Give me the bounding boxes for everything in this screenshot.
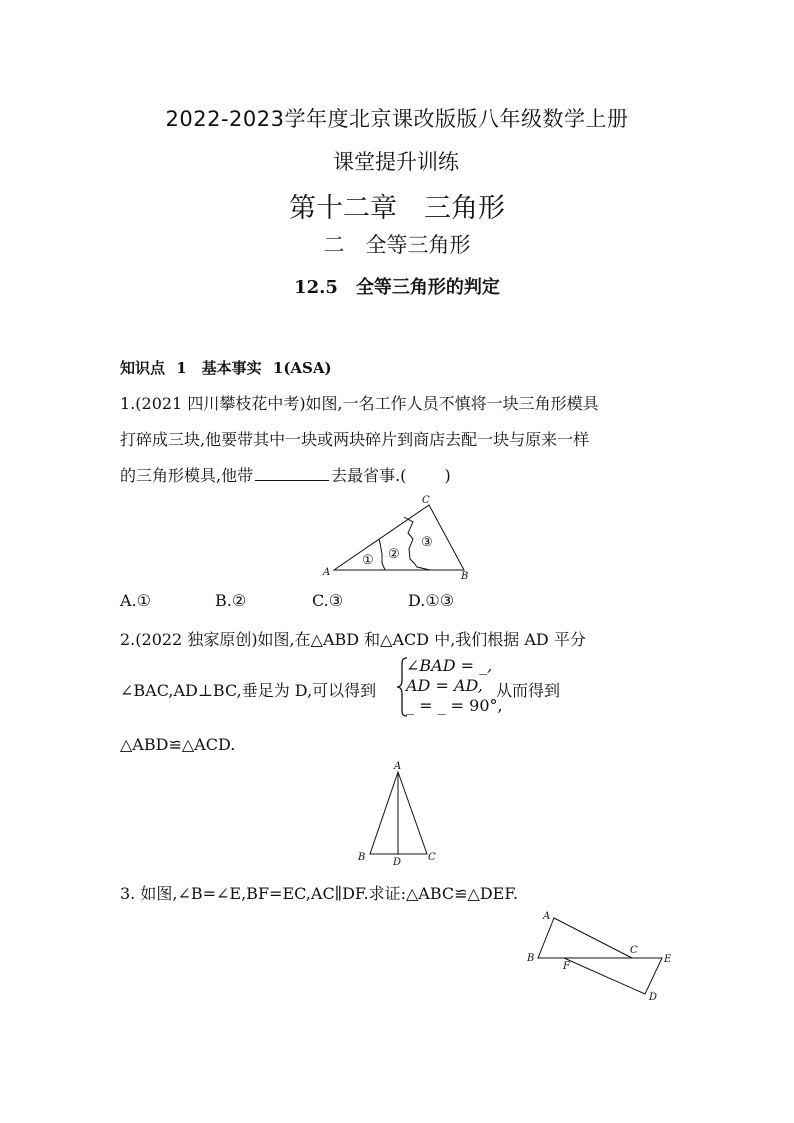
q1-label-a: A xyxy=(323,567,331,578)
document-title: 2022-2023学年度北京课改版版八年级数学上册 xyxy=(165,107,629,131)
q1-broken-triangle-figure xyxy=(318,493,478,581)
q1-line2: 打碎成三块,他要带其中一块或两块碎片到商店去配一块与原来一样 xyxy=(120,430,590,449)
choice-letter: A. xyxy=(120,591,137,610)
q2-label-b: B xyxy=(358,852,366,863)
choice-letter: C. xyxy=(312,591,329,610)
q3-label-b: B xyxy=(527,953,535,964)
chapter-title: 第十二章 三角形 xyxy=(289,193,505,224)
q1-piece-1: ① xyxy=(362,553,374,568)
q3-label-e: E xyxy=(664,954,672,965)
q3-label-d: D xyxy=(649,992,658,1003)
q1-label-b: B xyxy=(461,571,469,581)
q2-line2-b: 从而得到 xyxy=(496,681,561,700)
q1-line1: 1.(2021 四川攀枝花中考)如图,一名工作人员不慎将一块三角形模具 xyxy=(120,394,599,413)
choice-value: ③ xyxy=(328,591,344,610)
q2-brace-row-1: ∠BAD = _, xyxy=(406,656,493,675)
choice-letter: D. xyxy=(408,591,426,610)
q2-label-c: C xyxy=(428,852,436,863)
q1-line3-text-c: ) xyxy=(444,466,451,485)
q1-line3 xyxy=(120,463,451,486)
q2-label-a: A xyxy=(394,761,402,772)
q1-label-c: C xyxy=(422,495,430,506)
q1-answer-blank[interactable] xyxy=(255,466,329,481)
q1-piece-3: ③ xyxy=(421,535,433,550)
q2-brace-row-2: AD = AD, xyxy=(406,676,483,695)
q3-line1: 3. 如图,∠B=∠E,BF=EC,AC∥DF.求证:△ABC≌△DEF. xyxy=(120,884,519,903)
q2-isosceles-triangle-figure xyxy=(350,760,440,868)
q3-label-a: A xyxy=(543,911,551,922)
knowledge-point-heading: 知识点 1 基本事实 1(ASA) xyxy=(120,359,332,377)
q2-line1: 2.(2022 独家原创)如图,在△ABD 和△ACD 中,我们根据 AD 平分 xyxy=(120,630,586,649)
q1-choice-b[interactable] xyxy=(215,591,246,610)
q3-triangle-abc xyxy=(538,918,632,958)
q3-label-f: F xyxy=(563,961,570,972)
q1-crack-left xyxy=(379,539,385,570)
q1-choice-c[interactable] xyxy=(312,591,343,610)
subsection-title: 12.5 全等三角形的判定 xyxy=(294,277,500,298)
q2-line3: △ABD≌△ACD. xyxy=(120,735,236,754)
choice-value: ① xyxy=(136,591,151,610)
section-title: 二 全等三角形 xyxy=(323,233,471,257)
choice-value: ①③ xyxy=(425,591,455,610)
q2-label-d: D xyxy=(393,857,402,868)
q3-triangle-def xyxy=(564,958,662,994)
q1-choice-d[interactable] xyxy=(408,591,454,610)
q2-line2-a: ∠BAC,AD⊥BC,垂足为 D,可以得到 xyxy=(120,681,377,700)
q3-label-c: C xyxy=(630,945,638,956)
q1-line3-text-a: 的三角形模具,他带 xyxy=(120,466,254,485)
q1-line3-text-b: 去最省事.( xyxy=(331,466,407,485)
q1-choice-a[interactable] xyxy=(120,591,151,610)
q3-triangles-figure xyxy=(520,905,680,1005)
choice-letter: B. xyxy=(215,591,232,610)
document-subtitle: 课堂提升训练 xyxy=(333,150,459,174)
q2-brace-row-3: _ = _ = 90°, xyxy=(406,696,503,715)
choice-value: ② xyxy=(231,591,247,610)
q1-piece-2: ② xyxy=(388,547,400,562)
